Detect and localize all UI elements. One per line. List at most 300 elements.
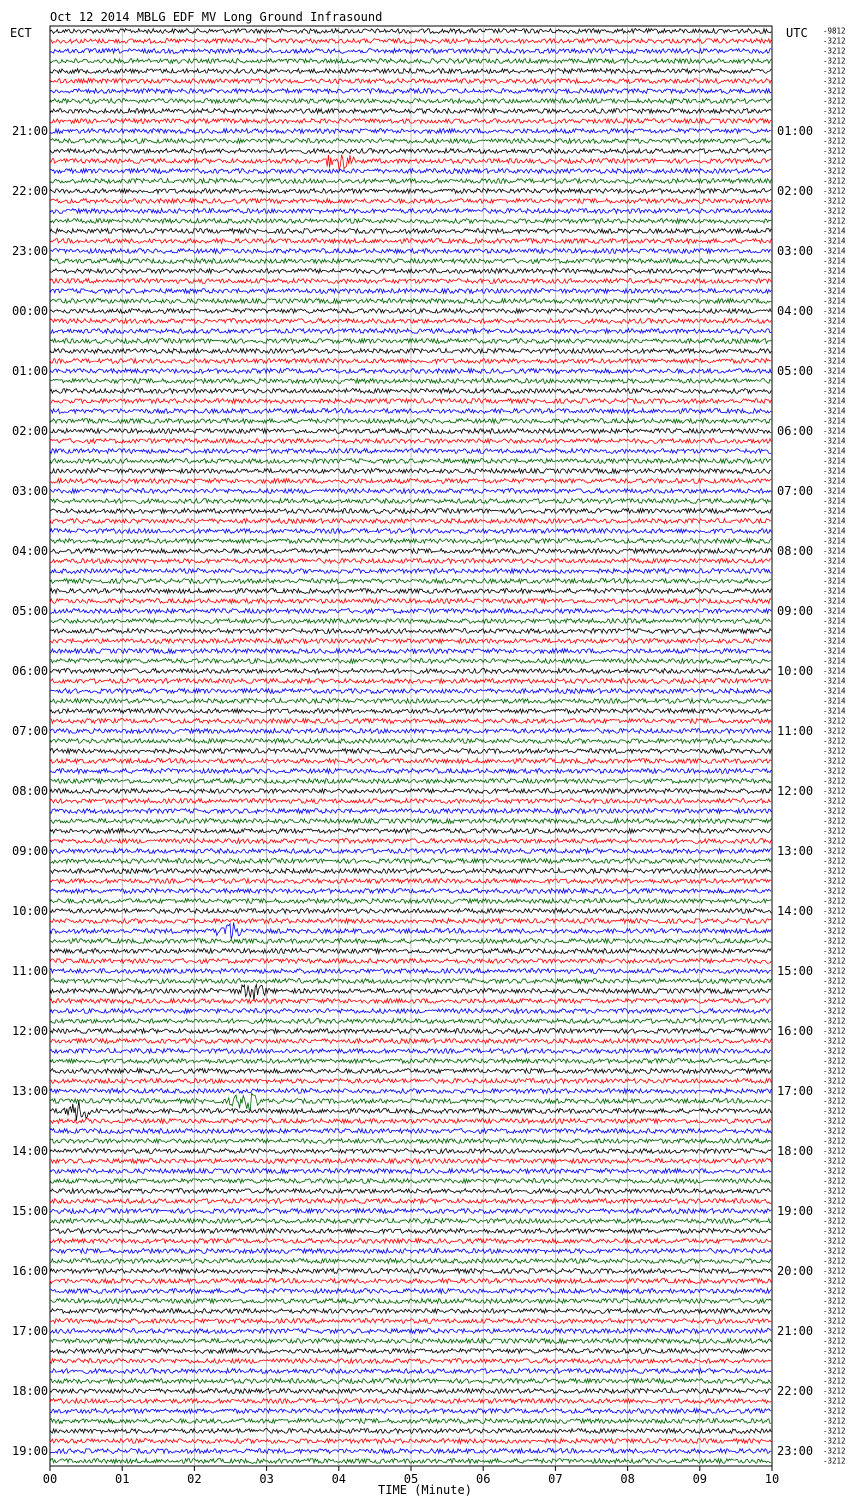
offset-label: -3214 (823, 456, 846, 466)
offset-label: -3214 (823, 656, 846, 666)
trace-32 (50, 349, 771, 354)
x-tick-label: 04 (331, 1472, 347, 1486)
offset-label: -3214 (823, 336, 846, 346)
trace-143 (50, 1459, 771, 1464)
trace-92 (50, 949, 771, 954)
trace-73 (50, 759, 771, 764)
hour-label-left: 05:00 (12, 604, 49, 618)
offset-label: -3212 (823, 1396, 846, 1406)
trace-19 (50, 219, 771, 224)
offset-label: -3214 (823, 296, 846, 306)
trace-22 (50, 249, 771, 254)
offset-label: -3214 (823, 256, 846, 266)
hour-label-left: 08:00 (12, 784, 49, 798)
offset-label: -3212 (823, 1126, 846, 1136)
offset-label: -3212 (823, 886, 846, 896)
offset-label: -3212 (823, 1336, 846, 1346)
offset-label: -3214 (823, 636, 846, 646)
offset-label: -3212 (823, 1286, 846, 1296)
hour-label-right: 19:00 (777, 1204, 814, 1218)
hour-label-left: 19:00 (12, 1444, 49, 1458)
trace-101 (50, 1039, 771, 1044)
offset-label: -3212 (823, 1446, 846, 1456)
trace-0 (50, 29, 771, 34)
offset-label: -3214 (823, 316, 846, 326)
hour-label-right: 03:00 (777, 244, 814, 258)
trace-136 (50, 1389, 771, 1394)
hour-label-left: 07:00 (12, 724, 49, 738)
offset-label: -3212 (823, 86, 846, 96)
trace-82 (50, 849, 771, 854)
offset-label: -3212 (823, 1056, 846, 1066)
trace-132 (50, 1349, 771, 1354)
hour-label-right: 05:00 (777, 364, 814, 378)
trace-85 (50, 879, 771, 884)
trace-74 (50, 769, 771, 774)
offset-label: -3212 (823, 1416, 846, 1426)
offset-label: -3214 (823, 496, 846, 506)
trace-61 (50, 639, 771, 644)
offset-label: -3212 (823, 1066, 846, 1076)
trace-30 (50, 329, 771, 334)
trace-53 (50, 559, 771, 564)
trace-88 (50, 909, 771, 914)
trace-68 (50, 709, 771, 714)
offset-label: -3214 (823, 536, 846, 546)
trace-133 (50, 1359, 771, 1364)
offset-label: -3212 (823, 1026, 846, 1036)
trace-113 (50, 1159, 771, 1164)
offset-label: -3214 (823, 326, 846, 336)
offset-label: -3212 (823, 196, 846, 206)
offset-label: -9812 (823, 26, 846, 36)
trace-130 (50, 1329, 771, 1334)
x-tick-label: 00 (42, 1472, 58, 1486)
offset-label: -3214 (823, 406, 846, 416)
offset-label: -3212 (823, 806, 846, 816)
offset-label: -3212 (823, 1196, 846, 1206)
offset-label: -3214 (823, 616, 846, 626)
offset-label: -3214 (823, 356, 846, 366)
trace-41 (50, 439, 771, 444)
offset-label: -3212 (823, 726, 846, 736)
hour-label-left: 02:00 (12, 424, 49, 438)
offset-label: -3214 (823, 566, 846, 576)
x-tick-label: 02 (187, 1472, 202, 1486)
trace-116 (50, 1189, 771, 1194)
offset-label: -3212 (823, 136, 846, 146)
hour-label-left: 03:00 (12, 484, 49, 498)
left-timezone-label: ECT (10, 26, 32, 40)
x-tick-label: 08 (620, 1472, 635, 1486)
x-tick-label: 09 (692, 1472, 708, 1486)
trace-76 (50, 789, 771, 794)
offset-label: -3214 (823, 346, 846, 356)
trace-105 (50, 1079, 771, 1084)
trace-16 (50, 189, 771, 194)
hour-label-right: 02:00 (777, 184, 814, 198)
trace-2 (50, 49, 771, 54)
offset-label: -3214 (823, 396, 846, 406)
offset-label: -3212 (823, 126, 846, 136)
trace-43 (50, 459, 771, 464)
trace-106 (50, 1089, 771, 1094)
offset-label: -3212 (823, 986, 846, 996)
offset-label: -3212 (823, 1436, 846, 1446)
trace-24 (50, 269, 771, 274)
offset-label: -3212 (823, 66, 846, 76)
x-tick-label: 01 (114, 1472, 130, 1486)
trace-39 (50, 419, 771, 424)
offset-label: -3212 (823, 216, 846, 226)
trace-140 (50, 1429, 771, 1434)
offset-label: -3212 (823, 1236, 846, 1246)
hour-label-right: 06:00 (777, 424, 814, 438)
hour-label-left: 15:00 (12, 1204, 49, 1218)
trace-1 (50, 39, 771, 44)
offset-label: -3214 (823, 626, 846, 636)
offset-label: -3212 (823, 1116, 846, 1126)
offset-label: -3212 (823, 1316, 846, 1326)
trace-111 (50, 1139, 771, 1144)
chart-title: Oct 12 2014 MBLG EDF MV Long Ground Infrasound (50, 10, 383, 24)
hour-label-left: 11:00 (12, 964, 49, 978)
trace-4 (50, 69, 771, 74)
trace-56 (50, 589, 771, 594)
offset-label: -3212 (823, 1006, 846, 1016)
offset-label: -3212 (823, 876, 846, 886)
trace-50 (50, 529, 771, 534)
hour-label-right: 21:00 (777, 1324, 814, 1338)
offset-label: -3212 (823, 856, 846, 866)
offset-label: -3214 (823, 466, 846, 476)
offset-label: -3212 (823, 1356, 846, 1366)
hour-label-left: 00:00 (12, 304, 49, 318)
trace-7 (50, 99, 771, 104)
offset-label: -3214 (823, 546, 846, 556)
hour-label-left: 21:00 (12, 124, 49, 138)
offset-label: -3212 (823, 846, 846, 856)
trace-5 (50, 79, 771, 84)
hour-label-left: 22:00 (12, 184, 49, 198)
offset-label: -3212 (823, 1246, 846, 1256)
offset-label: -3212 (823, 996, 846, 1006)
trace-25 (50, 279, 771, 284)
trace-15 (50, 179, 771, 184)
offset-label: -3212 (823, 1276, 846, 1286)
trace-71 (50, 739, 771, 744)
trace-87 (50, 899, 771, 904)
trace-8 (50, 109, 771, 114)
trace-27 (50, 299, 771, 304)
x-tick-label: 05 (403, 1472, 419, 1486)
hour-label-left: 04:00 (12, 544, 49, 558)
trace-120 (50, 1229, 771, 1234)
trace-6 (50, 89, 771, 94)
offset-label: -3212 (823, 836, 846, 846)
trace-112 (50, 1149, 771, 1154)
offset-label: -3212 (823, 36, 846, 46)
trace-59 (50, 619, 771, 624)
offset-label: -3212 (823, 166, 846, 176)
offset-label: -3214 (823, 436, 846, 446)
hour-label-right: 20:00 (777, 1264, 814, 1278)
trace-94 (50, 969, 771, 974)
offset-label: -3212 (823, 786, 846, 796)
trace-93 (50, 959, 771, 964)
trace-55 (50, 579, 771, 584)
trace-57 (50, 599, 771, 604)
hour-label-left: 12:00 (12, 1024, 49, 1038)
offset-label: -3212 (823, 1176, 846, 1186)
hour-label-right: 09:00 (777, 604, 814, 618)
trace-114 (50, 1169, 771, 1174)
x-tick-label: 03 (259, 1472, 274, 1486)
offset-label: -3212 (823, 1036, 846, 1046)
offset-label: -3212 (823, 796, 846, 806)
trace-104 (50, 1069, 771, 1074)
trace-117 (50, 1199, 771, 1204)
trace-98 (50, 1009, 771, 1014)
offset-label: -3212 (823, 736, 846, 746)
trace-52 (50, 549, 771, 554)
offset-label: -3214 (823, 306, 846, 316)
hour-label-left: 14:00 (12, 1144, 49, 1158)
trace-18 (50, 209, 771, 214)
offset-label: -3212 (823, 916, 846, 926)
trace-126 (50, 1289, 771, 1294)
x-tick-label: 06 (475, 1472, 491, 1486)
trace-125 (50, 1279, 771, 1284)
offset-label: -3214 (823, 386, 846, 396)
offset-label: -3212 (823, 56, 846, 66)
offset-label: -3212 (823, 1266, 846, 1276)
offset-label: -3212 (823, 1136, 846, 1146)
offset-label: -3212 (823, 1296, 846, 1306)
offset-label: -3212 (823, 1016, 846, 1026)
trace-128 (50, 1309, 771, 1314)
offset-label: -3212 (823, 826, 846, 836)
offset-label: -3212 (823, 926, 846, 936)
trace-91 (50, 939, 771, 944)
trace-131 (50, 1339, 771, 1344)
trace-99 (50, 1019, 771, 1024)
offset-label: -3212 (823, 1106, 846, 1116)
offset-label: -3212 (823, 1376, 846, 1386)
hour-label-left: 16:00 (12, 1264, 49, 1278)
offset-label: -3212 (823, 766, 846, 776)
offset-label: -3214 (823, 476, 846, 486)
trace-38 (50, 409, 771, 414)
offset-label: -3214 (823, 366, 846, 376)
trace-135 (50, 1379, 771, 1384)
offset-label: -3212 (823, 1456, 846, 1466)
offset-label: -3212 (823, 1426, 846, 1436)
trace-69 (50, 719, 771, 724)
offset-label: -3212 (823, 1256, 846, 1266)
trace-10 (50, 129, 771, 134)
hour-label-right: 18:00 (777, 1144, 814, 1158)
offset-label: -3212 (823, 716, 846, 726)
trace-137 (50, 1399, 771, 1404)
offset-label: -3212 (823, 866, 846, 876)
offset-label: -3212 (823, 1156, 846, 1166)
trace-63 (50, 659, 771, 664)
hour-label-right: 04:00 (777, 304, 814, 318)
trace-20 (50, 229, 771, 234)
offset-label: -3214 (823, 596, 846, 606)
offset-label: -3212 (823, 1406, 846, 1416)
offset-label: -3212 (823, 746, 846, 756)
offset-label: -3212 (823, 96, 846, 106)
offset-label: -3212 (823, 1166, 846, 1176)
trace-64 (50, 669, 771, 674)
trace-80 (50, 829, 771, 834)
offset-label: -3214 (823, 266, 846, 276)
trace-121 (50, 1239, 771, 1244)
trace-31 (50, 339, 771, 344)
hour-label-left: 18:00 (12, 1384, 49, 1398)
trace-127 (50, 1299, 771, 1304)
trace-70 (50, 729, 771, 734)
trace-26 (50, 289, 771, 294)
hour-label-left: 09:00 (12, 844, 49, 858)
hour-label-right: 01:00 (777, 124, 814, 138)
offset-label: -3214 (823, 676, 846, 686)
offset-label: -3212 (823, 1306, 846, 1316)
trace-81 (50, 839, 771, 844)
offset-label: -3214 (823, 686, 846, 696)
hour-label-left: 01:00 (12, 364, 49, 378)
trace-58 (50, 609, 771, 614)
hour-label-right: 14:00 (777, 904, 814, 918)
offset-label: -3212 (823, 1186, 846, 1196)
offset-label: -3214 (823, 586, 846, 596)
hour-label-right: 17:00 (777, 1084, 814, 1098)
trace-141 (50, 1439, 771, 1444)
offset-label: -3212 (823, 756, 846, 766)
offset-label: -3214 (823, 516, 846, 526)
offset-label: -3214 (823, 526, 846, 536)
trace-96 (50, 985, 771, 1001)
trace-23 (50, 259, 771, 264)
trace-48 (50, 509, 771, 514)
offset-label: -3212 (823, 176, 846, 186)
offset-label: -3214 (823, 646, 846, 656)
trace-86 (50, 889, 771, 894)
offset-label: -3214 (823, 556, 846, 566)
offset-label: -3214 (823, 666, 846, 676)
trace-46 (50, 489, 771, 494)
trace-97 (50, 999, 771, 1004)
hour-label-right: 23:00 (777, 1444, 814, 1458)
offset-label: -3212 (823, 106, 846, 116)
right-timezone-label: UTC (786, 26, 808, 40)
offset-label: -3212 (823, 156, 846, 166)
trace-95 (50, 979, 771, 984)
hour-label-left: 23:00 (12, 244, 49, 258)
offset-label: -3214 (823, 376, 846, 386)
trace-103 (50, 1059, 771, 1064)
hour-label-right: 10:00 (777, 664, 814, 678)
hour-label-right: 11:00 (777, 724, 814, 738)
trace-79 (50, 819, 771, 824)
trace-40 (50, 429, 771, 434)
trace-62 (50, 649, 771, 654)
offset-label: -3212 (823, 1386, 846, 1396)
trace-60 (50, 629, 771, 634)
trace-44 (50, 469, 771, 474)
trace-124 (50, 1269, 771, 1274)
trace-102 (50, 1049, 771, 1054)
trace-54 (50, 569, 771, 574)
trace-28 (50, 309, 771, 314)
trace-65 (50, 679, 771, 684)
offset-label: -3212 (823, 936, 846, 946)
trace-51 (50, 539, 771, 544)
offset-label: -3212 (823, 186, 846, 196)
trace-group (50, 29, 771, 1464)
trace-67 (50, 699, 771, 704)
trace-66 (50, 689, 771, 694)
offset-label: -3212 (823, 1146, 846, 1156)
offset-label: -3214 (823, 286, 846, 296)
offset-label: -3212 (823, 1046, 846, 1056)
trace-9 (50, 119, 771, 124)
trace-134 (50, 1369, 771, 1374)
offset-label: -3212 (823, 956, 846, 966)
trace-115 (50, 1179, 771, 1184)
hour-label-right: 22:00 (777, 1384, 814, 1398)
trace-122 (50, 1249, 771, 1254)
hour-label-right: 07:00 (777, 484, 814, 498)
trace-13 (50, 155, 771, 171)
x-tick-label: 10 (764, 1472, 780, 1486)
hour-label-left: 10:00 (12, 904, 49, 918)
hour-label-right: 16:00 (777, 1024, 814, 1038)
offset-label: -3212 (823, 1076, 846, 1086)
offset-label: -3214 (823, 576, 846, 586)
hour-label-right: 15:00 (777, 964, 814, 978)
trace-77 (50, 799, 771, 804)
trace-47 (50, 499, 771, 504)
offset-label: -3212 (823, 1366, 846, 1376)
trace-107 (50, 1093, 771, 1109)
offset-label: -3214 (823, 426, 846, 436)
offset-label: -3214 (823, 706, 846, 716)
offset-label: -3214 (823, 236, 846, 246)
offset-label: -3212 (823, 1096, 846, 1106)
offset-label: -3212 (823, 1326, 846, 1336)
trace-84 (50, 869, 771, 874)
x-tick-label: 07 (548, 1472, 563, 1486)
offset-label: -3212 (823, 1206, 846, 1216)
trace-36 (50, 389, 771, 394)
trace-33 (50, 359, 771, 364)
offset-label: -3214 (823, 246, 846, 256)
trace-78 (50, 809, 771, 814)
offset-label: -3212 (823, 1216, 846, 1226)
hour-label-right: 13:00 (777, 844, 814, 858)
x-axis-label: TIME (Minute) (378, 1483, 472, 1497)
offset-label: -3212 (823, 906, 846, 916)
offset-label: -3214 (823, 276, 846, 286)
trace-17 (50, 199, 771, 204)
trace-142 (50, 1449, 771, 1454)
trace-75 (50, 779, 771, 784)
offset-label: -3212 (823, 76, 846, 86)
hour-label-left: 13:00 (12, 1084, 49, 1098)
